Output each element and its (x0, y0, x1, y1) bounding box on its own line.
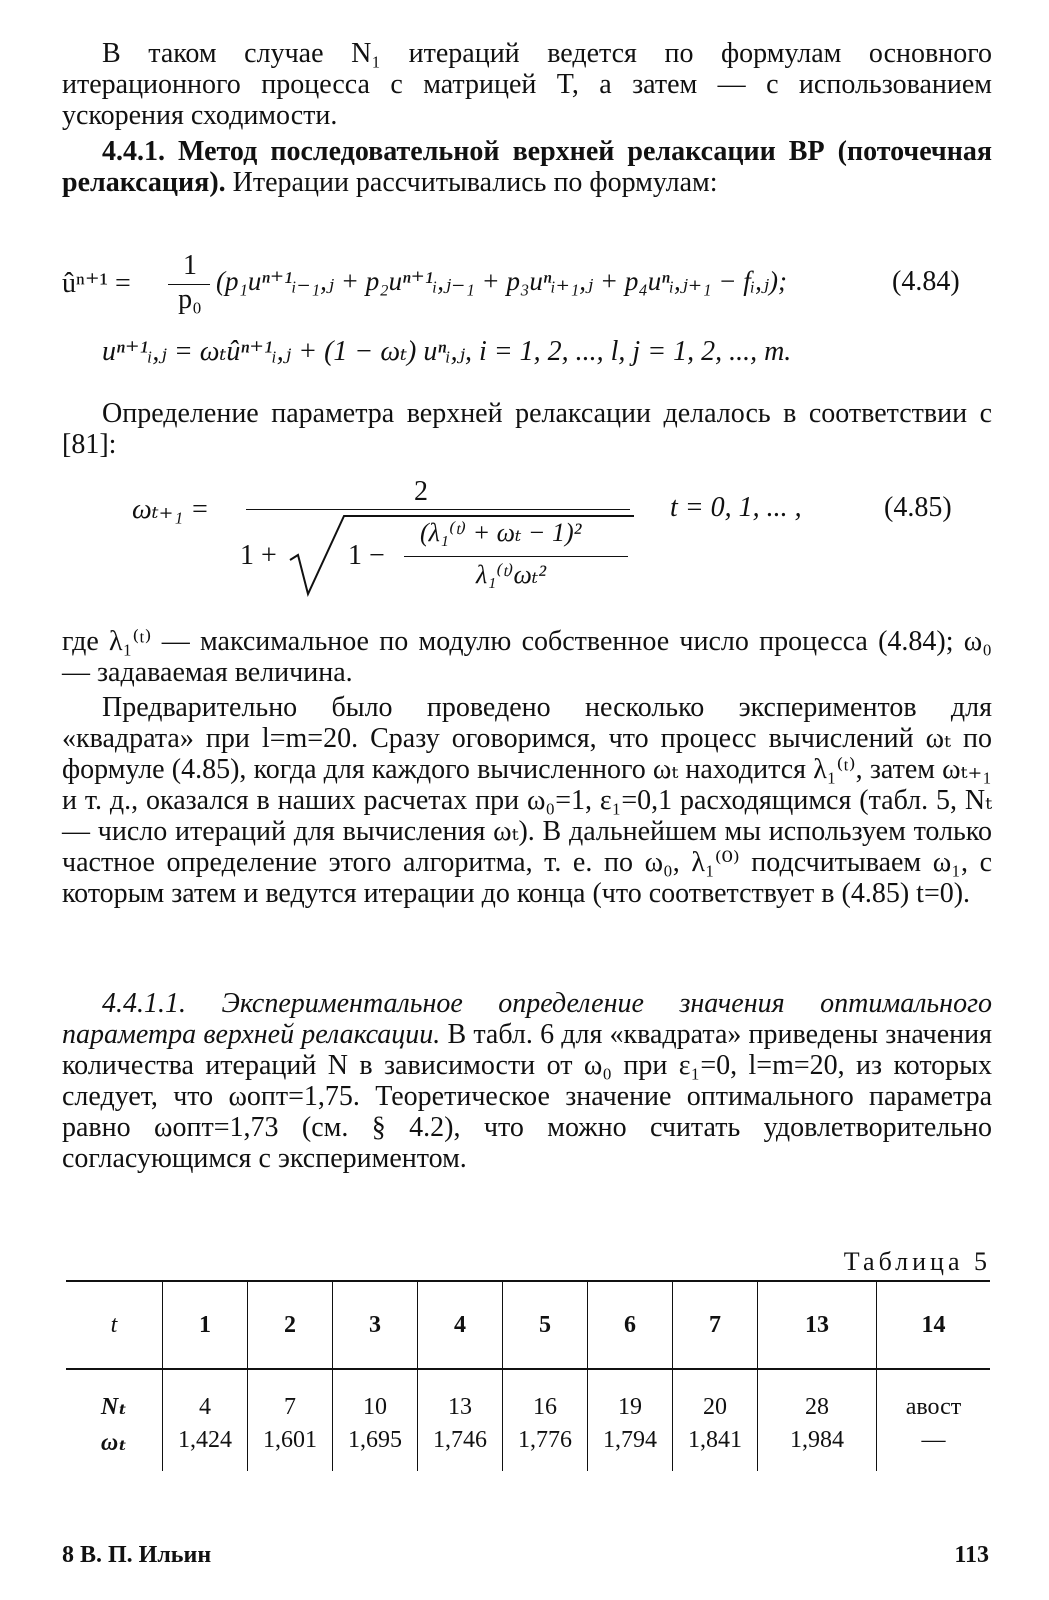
paragraph-intro: В таком случае N₁ итераций ведется по формулам основного итерационного процесса с матрицей T, а затем — с использованием ускорения сходимости. (62, 38, 992, 131)
table-cell: 4 (163, 1369, 248, 1427)
table-col-header: 6 (588, 1281, 673, 1369)
equation-number-4-84: (4.84) (892, 266, 960, 297)
table-cell: 28 (758, 1369, 877, 1427)
paragraph-parameter: Определение параметра верхней релаксации делалось в соответствии с [81]: (62, 398, 992, 460)
table-cell: 1,984 (758, 1427, 877, 1471)
table-col-header: 3 (333, 1281, 418, 1369)
section-text: Итерации рассчитывались по формулам: (225, 167, 718, 198)
formula-4-85-condition: t = 0, 1, ... , (670, 492, 802, 523)
table-col-header: 2 (248, 1281, 333, 1369)
formula-4-84-num: 1 (183, 250, 197, 281)
footer-signature: 8 В. П. Ильин (62, 1542, 212, 1568)
table-cell: 1,794 (588, 1427, 673, 1471)
subsection-heading: 4.4.1.1. Экспериментальное определение значения оптимального параметра верхней релаксации. (62, 988, 992, 1050)
table-cell: 1,601 (248, 1427, 333, 1471)
formula-4-85-inner-den: λ₁⁽ᵗ⁾ωₜ² (476, 560, 547, 589)
formula-4-85-den-b: 1 − (348, 540, 385, 571)
table-header-row (66, 1281, 990, 1369)
formula-relaxation-update: uⁿ⁺¹ᵢ,ⱼ = ωₜûⁿ⁺¹ᵢ,ⱼ + (1 − ωₜ) uⁿᵢ,ⱼ, i = 1, 2, ..., l, j = 1, 2, ..., m. (102, 336, 792, 367)
page-number: 113 (954, 1542, 989, 1568)
table-header-label: t (110, 1311, 118, 1338)
table-cell: 20 (673, 1369, 758, 1427)
table-title: Таблица 5 (843, 1247, 991, 1276)
table-col-header: 4 (418, 1281, 503, 1369)
formula-4-85-num: 2 (414, 476, 428, 507)
table-cell: 1,424 (163, 1427, 248, 1471)
formula-4-84-lhs: ûⁿ⁺¹ = (62, 268, 131, 299)
table-col-header: 5 (503, 1281, 588, 1369)
table-cell: 1,746 (418, 1427, 503, 1471)
table-cell: 19 (588, 1369, 673, 1427)
equation-number-4-85: (4.85) (884, 492, 952, 523)
formula-4-85-lhs: ωₜ₊₁ = (132, 494, 210, 525)
table-cell: 1,776 (503, 1427, 588, 1471)
formula-4-85-inner-num: (λ₁⁽ᵗ⁾ + ωₜ − 1)² (420, 518, 582, 547)
table-cell: 13 (418, 1369, 503, 1427)
section-4-4-1-1 (62, 988, 992, 1174)
table-col-header: 13 (758, 1281, 877, 1369)
table-row (66, 1427, 990, 1471)
table-cell: 7 (248, 1369, 333, 1427)
data-table (66, 1280, 990, 1471)
table-col-header: 7 (673, 1281, 758, 1369)
formula-4-84-body: (p₁uⁿ⁺¹ᵢ₋₁,ⱼ + p₂uⁿ⁺¹ᵢ,ⱼ₋₁ + p₃uⁿᵢ₊₁,ⱼ + p₄uⁿᵢ,ⱼ₊₁ − fᵢ,ⱼ); (216, 266, 787, 296)
table-row-label: Nₜ (100, 1394, 128, 1420)
section-heading: 4.4.1. Метод последовательной верхней релаксации ВР (поточечная релаксация). (62, 136, 992, 198)
formula-4-85-inner-line (404, 556, 628, 557)
table-cell: — (877, 1427, 991, 1471)
formula-4-84-den: p₀ (178, 284, 202, 315)
table-cell: авост (877, 1369, 991, 1427)
table-row-label: ωₜ (100, 1430, 128, 1456)
paragraph-where: где λ₁⁽ᵗ⁾ — максимальное по модулю собственное число процесса (4.84); ω₀ — задаваемая величина. (62, 626, 992, 688)
table-col-header: 1 (163, 1281, 248, 1369)
formula-4-85-den-a: 1 + (240, 540, 277, 571)
table-cell: 1,695 (333, 1427, 418, 1471)
subsection-text: В табл. 6 для «квадрата» приведены значения количества итераций N в зависимости от ω₀ при ε₁=0, l=m=20, из которых следует, что ωопт=1,75. Теоретическое значение оптимального параметра равно ωопт=1,73 (см. § 4.2), что можно считать удовлетворительно согласующимся с экспериментом. (62, 1019, 993, 1174)
table-col-header: 14 (877, 1281, 991, 1369)
table-cell: 16 (503, 1369, 588, 1427)
table-cell: 10 (333, 1369, 418, 1427)
table-row (66, 1369, 990, 1427)
table-cell: 1,841 (673, 1427, 758, 1471)
section-4-4-1 (62, 136, 992, 198)
paragraph-experiments: Предварительно было проведено несколько экспериментов для «квадрата» при l=m=20. Сразу оговоримся, что процесс вычислений ωₜ по формуле (4.85), когда для каждого вычисленного ωₜ находится λ₁⁽ᵗ⁾, затем ωₜ₊₁ и т. д., оказался в наших расчетах при ω₀=1, ε₁=0,1 расходящимся (табл. 5, Nₜ— число итераций для вычисления ωₜ). В дальнейшем мы используем только частное определение этого алгоритма, т. е. по ω₀, λ₁⁽⁰⁾ подсчитываем ω₁, с которым затем и ведутся итерации до конца (что соответствует в (4.85) t=0). (62, 692, 992, 909)
